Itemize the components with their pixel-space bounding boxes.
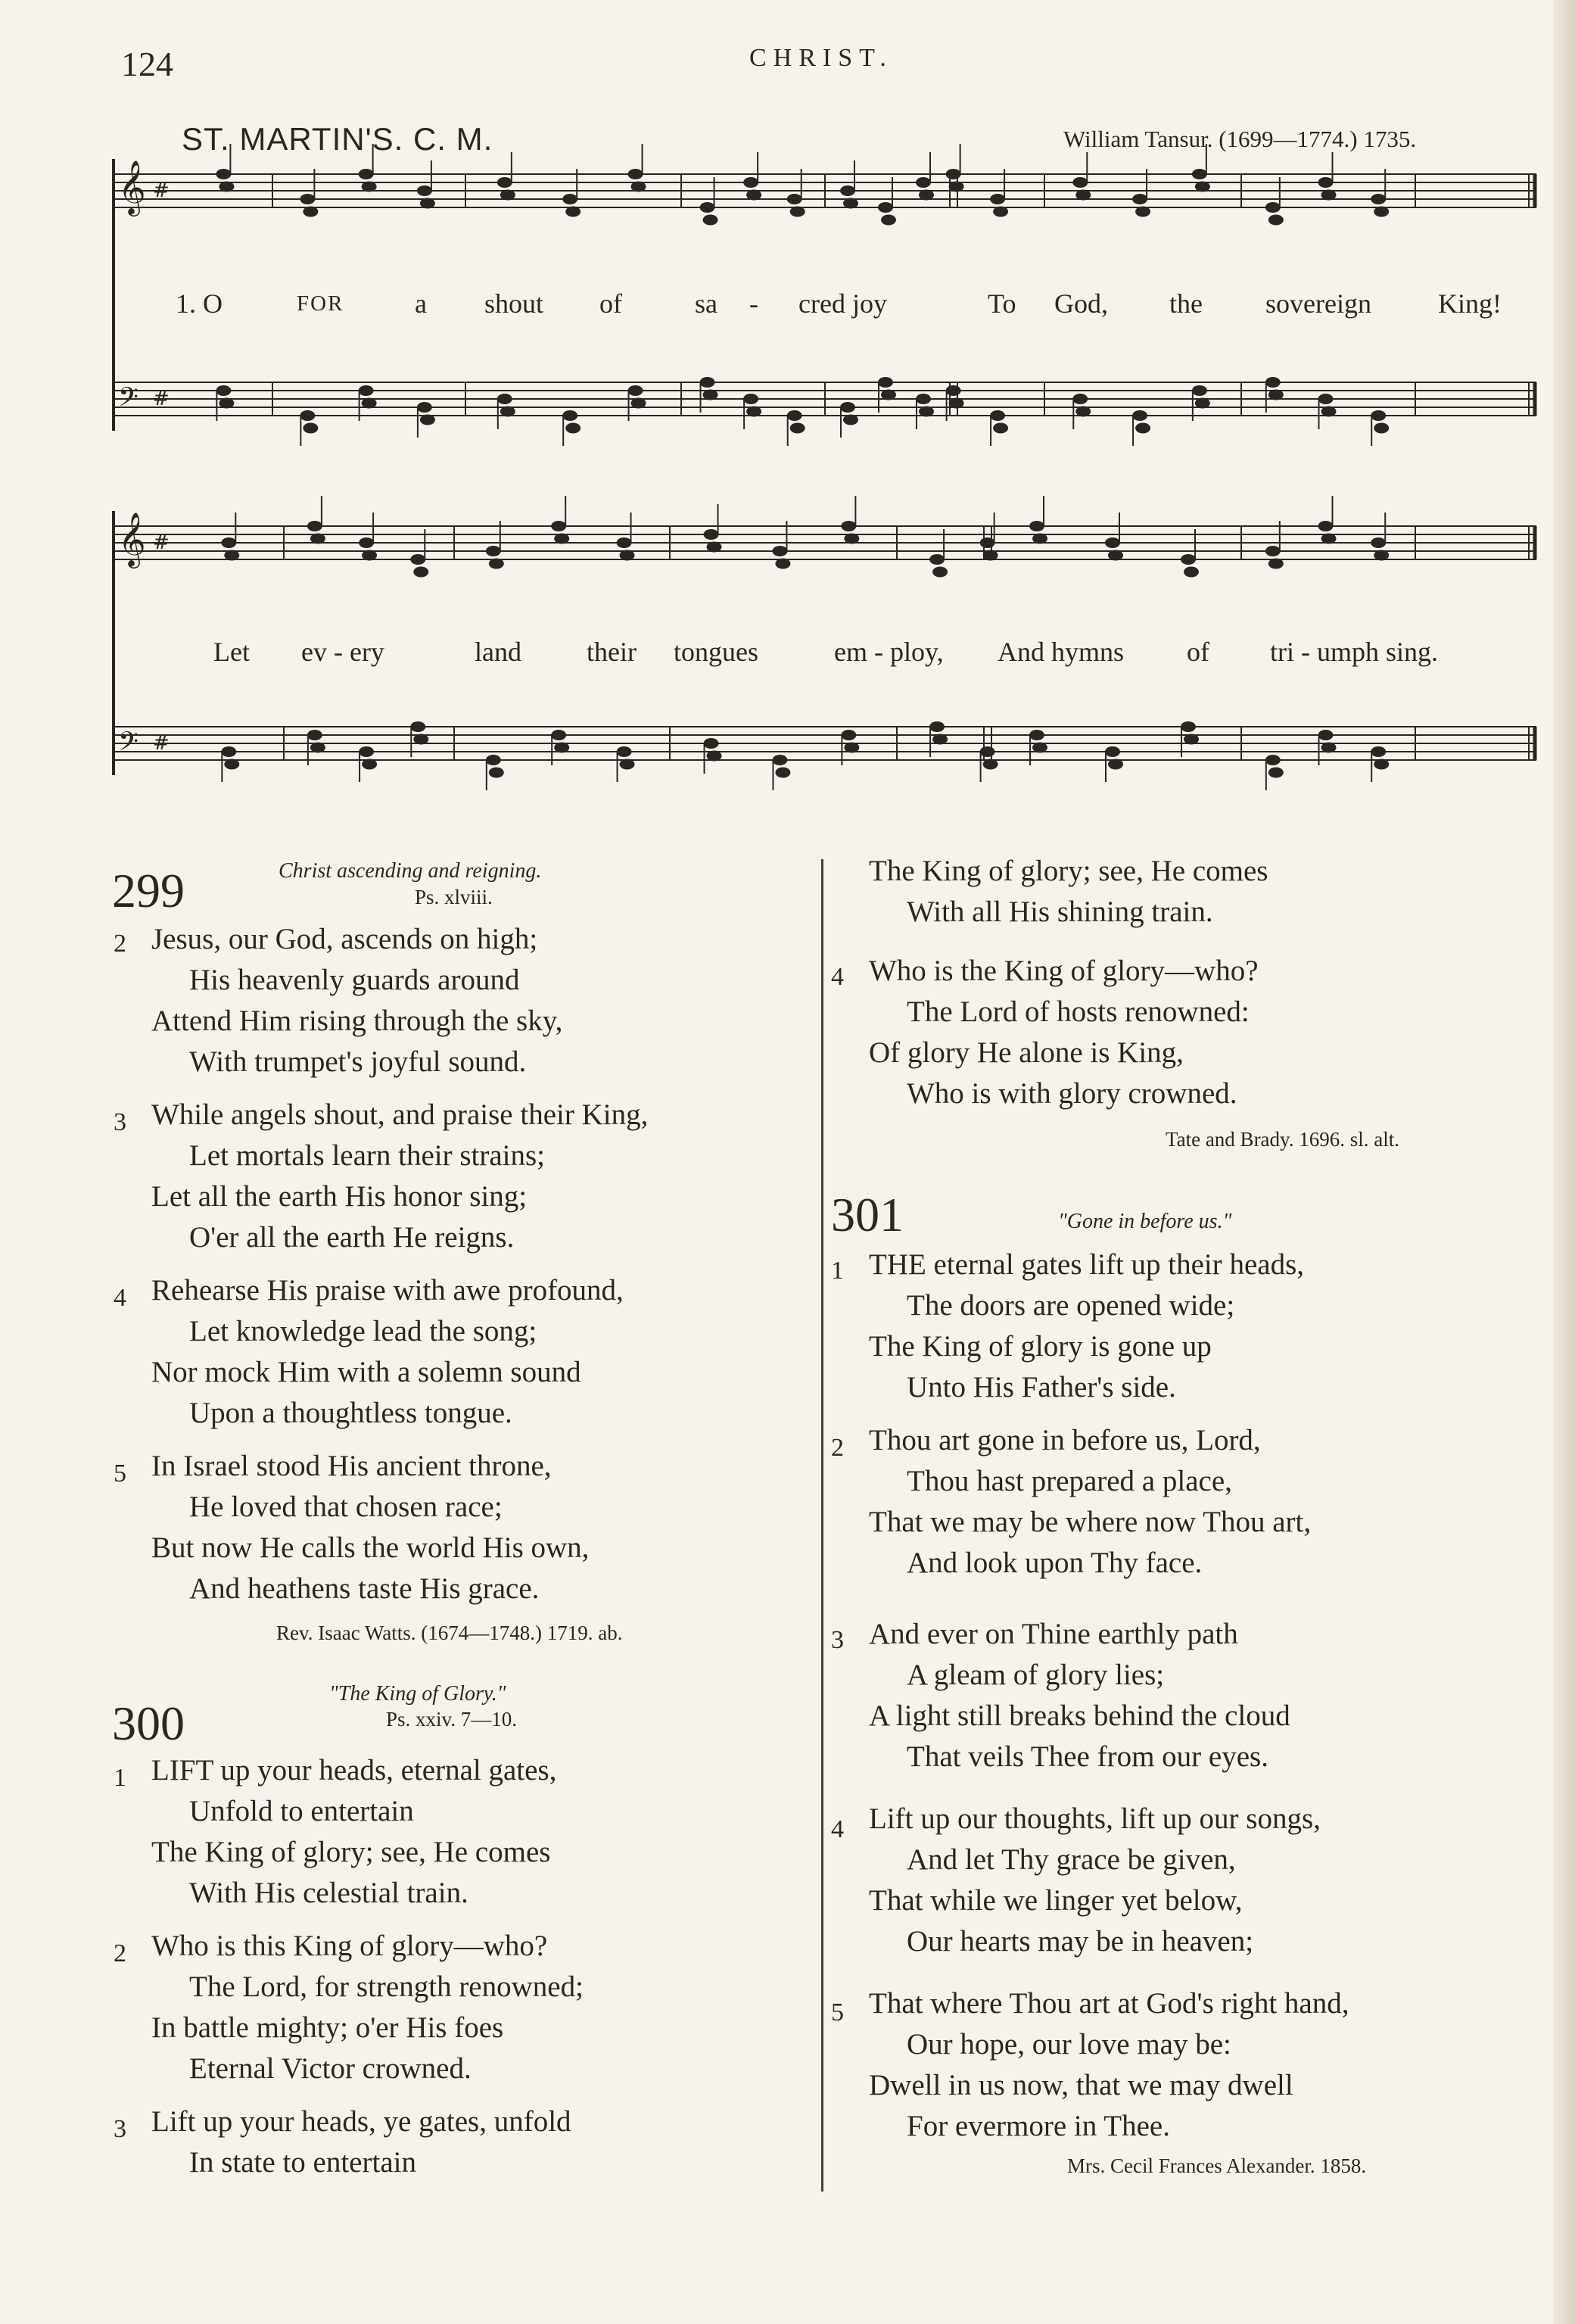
note-head	[1265, 546, 1281, 556]
note-head	[1135, 423, 1150, 434]
note-head	[500, 190, 515, 201]
note-head	[1321, 407, 1337, 417]
note-head	[1371, 410, 1386, 421]
verse-number: 1	[114, 1764, 126, 1792]
verse-line: In battle mighty; o'er His foes	[151, 2011, 504, 2044]
verse-line: Of glory He alone is King,	[869, 1036, 1184, 1069]
note-head	[841, 730, 856, 740]
note-head	[1318, 177, 1334, 188]
lyric-word: -	[749, 288, 758, 319]
note-head	[1318, 521, 1334, 531]
note-head	[221, 537, 236, 548]
lyric-word: cred joy	[798, 288, 887, 319]
note-head	[413, 567, 428, 578]
note-head	[362, 182, 377, 192]
note-head	[617, 537, 632, 548]
verse-line: With trumpet's joyful sound.	[189, 1045, 527, 1078]
column-divider	[821, 859, 823, 2192]
note-head	[700, 377, 715, 388]
verse-line: With His celestial train.	[189, 1877, 468, 1909]
note-head	[359, 746, 374, 757]
note-head	[1135, 207, 1150, 217]
verse-line: Attend Him rising through the sky,	[151, 1005, 563, 1037]
note-head	[1029, 730, 1044, 740]
note-head	[489, 768, 504, 778]
tune-title: ST. MARTIN'S. C. M.	[182, 121, 493, 157]
note-head	[310, 534, 325, 544]
note-head	[1195, 398, 1210, 409]
note-head	[1029, 521, 1044, 531]
verse-line: That while we linger yet below,	[869, 1884, 1243, 1917]
verse-line: Unto His Father's side.	[907, 1371, 1176, 1403]
verse-number: 3	[114, 2115, 126, 2143]
note-head	[1181, 721, 1196, 732]
verse-line: Our hope, our love may be:	[907, 2028, 1231, 2061]
note-head	[787, 194, 802, 204]
note-head	[1072, 394, 1088, 404]
note-head	[700, 202, 715, 213]
note-head	[565, 207, 581, 217]
verse-number: 1	[831, 1257, 844, 1285]
note-head	[303, 207, 318, 217]
lyric-word: God,	[1054, 288, 1108, 319]
verse-line: With all His shining train.	[907, 896, 1213, 928]
note-head	[413, 734, 428, 745]
note-head	[628, 385, 643, 396]
verse-line: Our hearts may be in heaven;	[907, 1925, 1254, 1958]
note-head	[703, 215, 718, 226]
note-head	[417, 185, 432, 196]
lyric-word: Let	[213, 637, 250, 667]
note-head	[1032, 534, 1047, 544]
bass-clef: 𝄢	[118, 726, 139, 763]
verse-number: 5	[831, 1998, 844, 2026]
hymn-title: "The King of Glory."	[329, 1682, 506, 1706]
note-head	[1374, 423, 1389, 434]
treble-clef: 𝄞	[118, 511, 146, 566]
note-head	[489, 559, 504, 569]
verse-number: 4	[114, 1284, 126, 1312]
note-head	[949, 182, 964, 192]
note-head	[300, 194, 315, 204]
note-head	[551, 730, 566, 740]
note-head	[1371, 537, 1386, 548]
note-head	[1105, 537, 1120, 548]
note-head	[919, 407, 934, 417]
note-head	[497, 394, 512, 404]
note-head	[843, 415, 858, 425]
verse-line: That where Thou art at God's right hand,	[869, 1987, 1349, 2020]
lyric-word: King!	[1438, 288, 1502, 319]
note-head	[775, 768, 790, 778]
key-signature: #	[153, 531, 170, 554]
verse-line: In state to entertain	[189, 2146, 416, 2179]
lyric-word: sovereign	[1265, 288, 1371, 319]
note-head	[746, 190, 761, 201]
note-head	[1184, 734, 1199, 745]
verse-line: Who is with glory crowned.	[907, 1077, 1237, 1110]
lyric-word: of	[599, 288, 622, 319]
note-head	[1374, 759, 1389, 770]
verse-line: Nor mock Him with a solemn sound	[151, 1356, 581, 1388]
verse-line: Jesus, our God, ascends on high;	[151, 923, 538, 955]
note-head	[746, 407, 761, 417]
hymn-credit: Tate and Brady. 1696. sl. alt.	[1166, 1128, 1400, 1151]
lyric-word: sa	[695, 288, 717, 319]
note-head	[216, 385, 231, 396]
note-head	[410, 554, 425, 565]
note-head	[790, 207, 805, 217]
note-head	[486, 755, 501, 765]
note-head	[993, 423, 1008, 434]
note-head	[704, 529, 719, 540]
note-head	[420, 198, 435, 209]
note-head	[916, 177, 931, 188]
note-head	[628, 169, 643, 179]
note-head	[620, 550, 635, 561]
note-head	[221, 746, 236, 757]
note-head	[1075, 190, 1091, 201]
note-head	[990, 410, 1005, 421]
note-head	[932, 567, 948, 578]
note-head	[840, 185, 855, 196]
hymn-number: 301	[831, 1188, 904, 1241]
note-head	[420, 415, 435, 425]
note-head	[929, 721, 945, 732]
note-head	[307, 730, 322, 740]
note-head	[1072, 177, 1088, 188]
note-head	[1268, 215, 1284, 226]
note-head	[946, 169, 961, 179]
note-head	[224, 759, 239, 770]
note-head	[1075, 407, 1091, 417]
verse-line: Lift up your heads, ye gates, unfold	[151, 2105, 571, 2138]
note-head	[844, 743, 859, 753]
note-head	[362, 550, 377, 561]
note-head	[1268, 768, 1284, 778]
note-head	[216, 169, 231, 179]
running-head: CHRIST.	[749, 44, 893, 72]
note-head	[1321, 743, 1337, 753]
verse-line: And ever on Thine earthly path	[869, 1618, 1238, 1650]
note-head	[359, 385, 374, 396]
key-signature: #	[153, 388, 170, 410]
note-head	[303, 423, 318, 434]
verse-line: For evermore in Thee.	[907, 2110, 1170, 2142]
note-head	[362, 759, 377, 770]
verse-line: Unfold to entertain	[189, 1795, 414, 1827]
lyric-word: tri - umph sing.	[1270, 637, 1438, 667]
verse-line: Let all the earth His honor sing;	[151, 1180, 528, 1213]
note-head	[307, 521, 322, 531]
verse-number: 5	[114, 1460, 126, 1488]
note-head	[881, 215, 896, 226]
note-head	[410, 721, 425, 732]
verse-number: 4	[831, 963, 844, 991]
lyric-word: ev - ery	[301, 637, 384, 667]
tune-composer: William Tansur. (1699—1774.) 1735.	[1063, 126, 1417, 152]
verse-line: The King of glory; see, He comes	[869, 855, 1268, 887]
note-head	[1374, 207, 1389, 217]
lyric-word: FOR	[297, 291, 344, 316]
verse-line: While angels shout, and praise their King,	[151, 1098, 649, 1131]
note-head	[1321, 534, 1337, 544]
note-head	[707, 542, 722, 553]
note-head	[840, 402, 855, 413]
note-head	[707, 751, 722, 762]
verse-line: Thou art gone in before us, Lord,	[869, 1424, 1261, 1456]
verse-line: In Israel stood His ancient throne,	[151, 1450, 552, 1482]
music-score	[0, 0, 1575, 833]
note-head	[562, 194, 577, 204]
lyric-word: shout	[484, 288, 544, 319]
note-head	[362, 398, 377, 409]
note-head	[1318, 394, 1334, 404]
hymn-credit: Mrs. Cecil Frances Alexander. 1858.	[1067, 2154, 1367, 2177]
verse-line: Thou hast prepared a place,	[907, 1465, 1232, 1497]
note-head	[1371, 194, 1386, 204]
treble-clef: 𝄞	[118, 159, 146, 214]
note-head	[1371, 746, 1386, 757]
note-head	[990, 194, 1005, 204]
verse-line: O'er all the earth He reigns.	[189, 1221, 515, 1254]
verse-line: Who is the King of glory—who?	[869, 955, 1259, 987]
hymn-number: 299	[112, 864, 185, 917]
verse-line: THE eternal gates lift up their heads,	[869, 1248, 1305, 1281]
note-head	[565, 423, 581, 434]
verse-number: 2	[114, 1939, 126, 1967]
note-head	[1181, 554, 1196, 565]
lyric-line-2	[0, 636, 1575, 674]
note-head	[929, 554, 945, 565]
note-head	[772, 546, 787, 556]
note-head	[1268, 390, 1284, 400]
note-head	[919, 190, 934, 201]
note-head	[841, 521, 856, 531]
hymn-credit: Rev. Isaac Watts. (1674—1748.) 1719. ab.	[276, 1622, 623, 1644]
lyric-word: em - ploy,	[834, 637, 944, 667]
verse-line: He loved that chosen race;	[189, 1491, 503, 1523]
note-head	[617, 746, 632, 757]
key-signature: #	[153, 732, 170, 755]
note-head	[743, 394, 758, 404]
note-head	[620, 759, 635, 770]
note-head	[946, 385, 961, 396]
verse-line: And heathens taste His grace.	[189, 1572, 540, 1605]
verse-line: A light still breaks behind the cloud	[869, 1699, 1290, 1732]
note-head	[500, 407, 515, 417]
verse-line: The doors are opened wide;	[907, 1289, 1235, 1322]
hymn-number: 300	[112, 1696, 185, 1750]
note-head	[554, 743, 569, 753]
note-head	[881, 390, 896, 400]
note-head	[1265, 377, 1281, 388]
note-head	[1265, 755, 1281, 765]
verse-line: That veils Thee from our eyes.	[907, 1740, 1268, 1773]
note-head	[743, 177, 758, 188]
note-head	[562, 410, 577, 421]
note-head	[1374, 550, 1389, 561]
note-head	[497, 177, 512, 188]
note-head	[983, 550, 998, 561]
note-head	[300, 410, 315, 421]
note-head	[224, 550, 239, 561]
note-head	[703, 390, 718, 400]
note-head	[551, 521, 566, 531]
note-head	[1318, 730, 1334, 740]
note-head	[1032, 743, 1047, 753]
verse-number: 4	[831, 1815, 844, 1843]
note-head	[359, 537, 374, 548]
note-head	[949, 398, 964, 409]
note-head	[1105, 746, 1120, 757]
verse-number: 3	[114, 1108, 126, 1136]
hymn-title: Christ ascending and reigning.	[279, 859, 542, 883]
note-head	[980, 746, 995, 757]
note-head	[1192, 169, 1207, 179]
bass-clef: 𝄢	[118, 382, 139, 419]
hymn-title: "Gone in before us."	[1058, 1210, 1232, 1233]
lyric-word: land	[475, 637, 521, 667]
note-head	[1265, 202, 1281, 213]
lyric-word: tongues	[674, 637, 758, 667]
note-head	[1192, 385, 1207, 396]
verse-line: Who is this King of glory—who?	[151, 1930, 548, 1962]
note-head	[772, 755, 787, 765]
note-head	[844, 534, 859, 544]
verse-line: The Lord, for strength renowned;	[189, 1970, 584, 2003]
verse-line: Dwell in us now, that we may dwell	[869, 2069, 1293, 2101]
note-head	[932, 734, 948, 745]
note-head	[1184, 567, 1199, 578]
verse-number: 3	[831, 1626, 844, 1654]
note-head	[219, 398, 234, 409]
verse-line: The Lord of hosts renowned:	[907, 995, 1250, 1028]
hymn-reference: Ps. xxiv. 7—10.	[386, 1708, 518, 1731]
lyric-word: their	[587, 637, 637, 667]
note-head	[417, 402, 432, 413]
key-signature: #	[153, 179, 170, 202]
note-head	[1268, 559, 1284, 569]
note-head	[916, 394, 931, 404]
lyric-word: the	[1169, 288, 1203, 319]
note-head	[1108, 550, 1123, 561]
page-number: 124	[121, 45, 173, 83]
note-head	[790, 423, 805, 434]
note-head	[631, 398, 646, 409]
verse-line: His heavenly guards around	[189, 964, 520, 996]
lyric-word: a	[415, 288, 427, 319]
verse-line: A gleam of glory lies;	[907, 1659, 1165, 1691]
verse-line: That we may be where now Thou art,	[869, 1506, 1312, 1538]
note-head	[1321, 190, 1337, 201]
lyric-word: And hymns	[998, 637, 1125, 667]
note-head	[787, 410, 802, 421]
verse-number: 2	[831, 1434, 844, 1462]
verse-line: Upon a thoughtless tongue.	[189, 1397, 512, 1429]
hymn-reference: Ps. xlviii.	[415, 886, 493, 908]
verse-number: 2	[114, 930, 126, 958]
verse-line: The King of glory is gone up	[869, 1330, 1212, 1363]
verse-line: Rehearse His praise with awe profound,	[151, 1274, 624, 1307]
verse-line: Let knowledge lead the song;	[189, 1315, 537, 1347]
note-head	[878, 202, 893, 213]
note-head	[983, 759, 998, 770]
lyric-word: To	[988, 288, 1016, 319]
lyric-word: 1. O	[176, 288, 223, 319]
note-head	[1132, 410, 1147, 421]
note-head	[775, 559, 790, 569]
lyric-word: of	[1187, 637, 1209, 667]
note-head	[1195, 182, 1210, 192]
verse-line: And look upon Thy face.	[907, 1547, 1203, 1579]
note-head	[993, 207, 1008, 217]
note-head	[554, 534, 569, 544]
note-head	[704, 738, 719, 749]
verse-line: The King of glory; see, He comes	[151, 1836, 551, 1868]
verse-line: Let mortals learn their strains;	[189, 1139, 546, 1172]
verse-line: And let Thy grace be given,	[907, 1843, 1236, 1876]
note-head	[1108, 759, 1123, 770]
note-head	[980, 537, 995, 548]
note-head	[1132, 194, 1147, 204]
note-head	[843, 198, 858, 209]
verse-line: Eternal Victor crowned.	[189, 2052, 472, 2085]
verse-line: But now He calls the world His own,	[151, 1531, 590, 1564]
lyric-line-1	[0, 288, 1575, 326]
note-head	[310, 743, 325, 753]
verse-line: Lift up our thoughts, lift up our songs,	[869, 1802, 1321, 1835]
note-head	[219, 182, 234, 192]
verse-line: LIFT up your heads, eternal gates,	[151, 1754, 557, 1787]
note-head	[359, 169, 374, 179]
note-head	[878, 377, 893, 388]
note-head	[631, 182, 646, 192]
note-head	[486, 546, 501, 556]
